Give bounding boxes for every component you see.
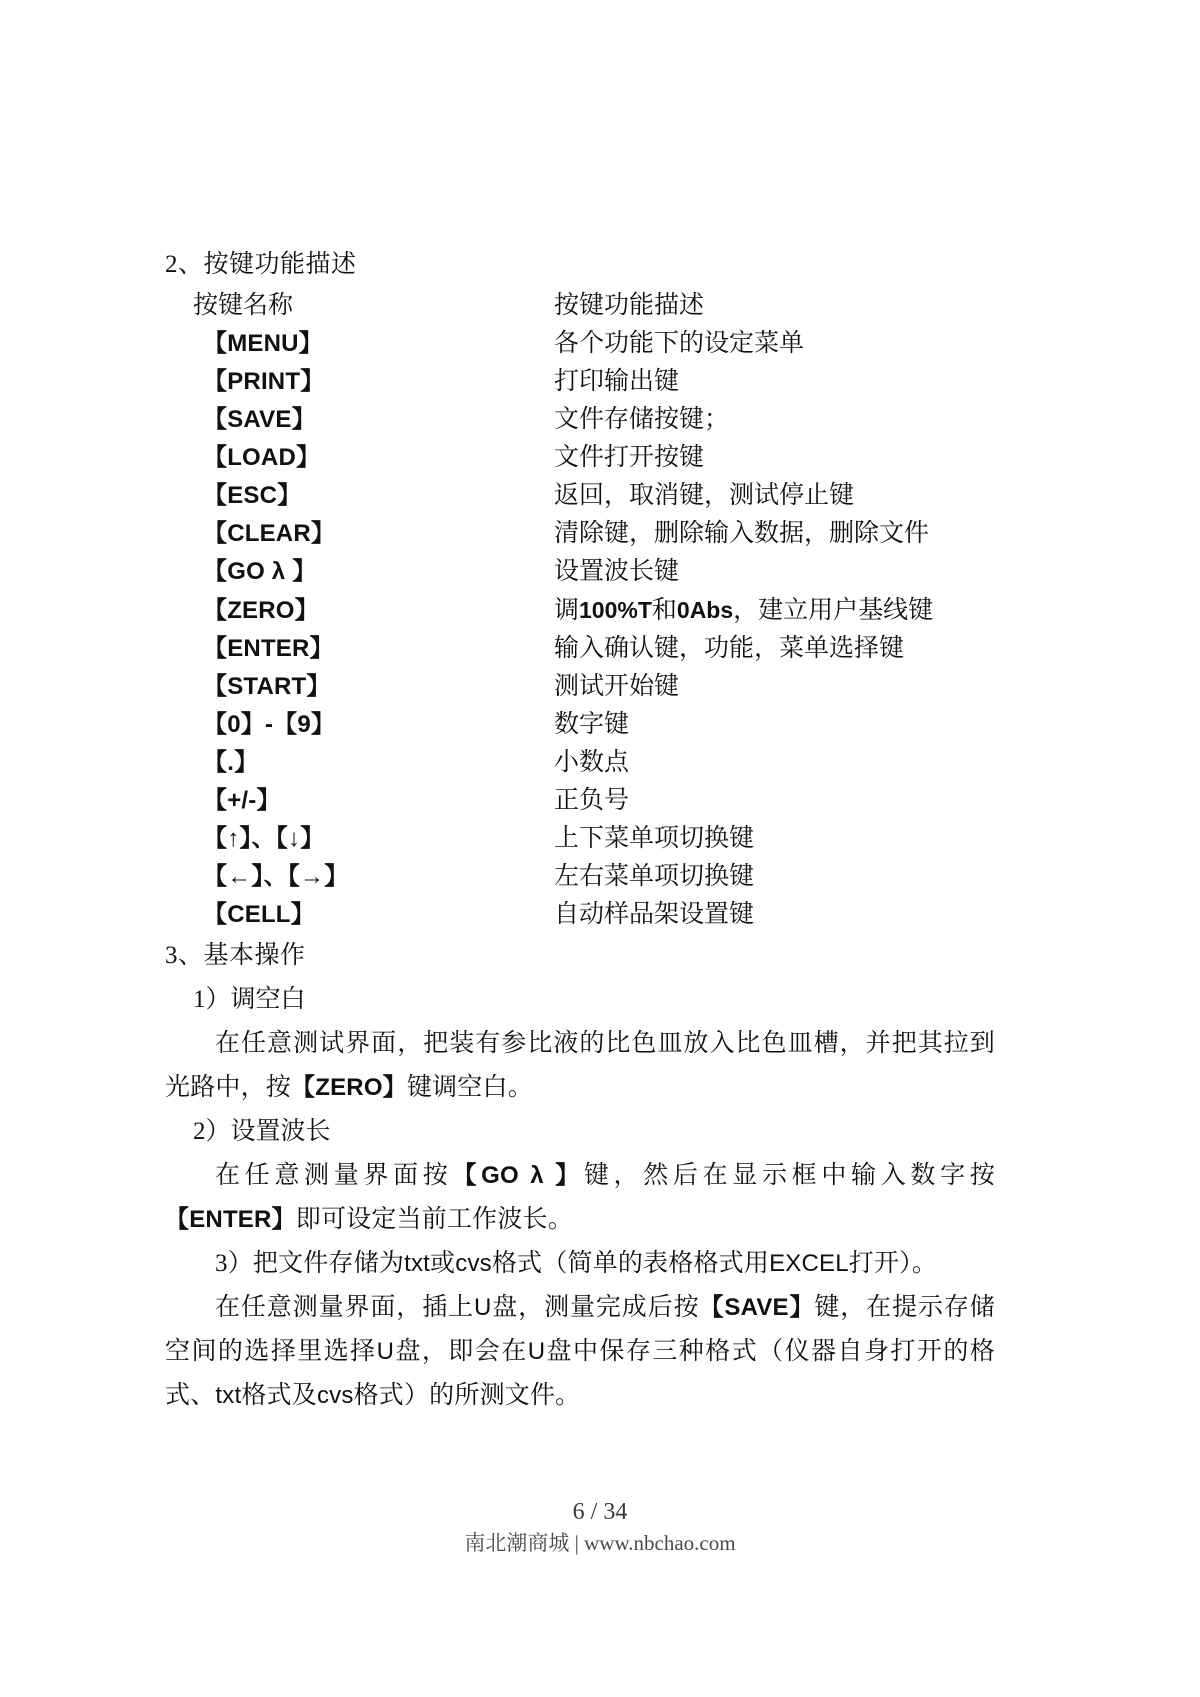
key-name: 【START】 bbox=[203, 673, 331, 700]
section-3-item-1-title: 1）调空白 bbox=[193, 986, 306, 1013]
title-mid2: 格式（简单的表格格式用 bbox=[491, 1250, 770, 1277]
section-2-heading: 2、按键功能描述 bbox=[165, 251, 357, 278]
title-mid: 或 bbox=[430, 1250, 456, 1277]
body2-mid: 盘，即会在 bbox=[394, 1338, 528, 1365]
section-3-item-1-body bbox=[165, 1022, 995, 1110]
table-row bbox=[165, 325, 965, 363]
key-description: 输入确认键，功能，菜单选择键 bbox=[554, 635, 905, 662]
key-description: 测试开始键 bbox=[554, 673, 680, 700]
key-name: 【←】、【→】 bbox=[203, 863, 349, 890]
table-row bbox=[165, 630, 965, 668]
key-name: 【.】 bbox=[203, 749, 259, 776]
table-row bbox=[165, 591, 965, 630]
page-footer bbox=[0, 1496, 1200, 1558]
page-number: 6 / 34 bbox=[572, 1499, 628, 1525]
key-description: 各个功能下的设定菜单 bbox=[554, 330, 805, 357]
footer-watermark: 南北潮商城 | www.nbchao.com bbox=[464, 1531, 736, 1555]
paragraph-line-pre: 到光路中，按 bbox=[165, 1030, 995, 1101]
key-name: 【↑】、【↓】 bbox=[203, 825, 325, 852]
section-3-item-3-body bbox=[165, 1286, 995, 1418]
key-name: 【ESC】 bbox=[203, 482, 302, 509]
paragraph-mid: 键，然后在显示框中输入数字按 bbox=[583, 1162, 995, 1189]
key-name: 【+/-】 bbox=[203, 787, 281, 814]
key-name: 【ZERO】 bbox=[203, 597, 319, 624]
table-row bbox=[165, 744, 965, 782]
title-post: 打开）。 bbox=[848, 1250, 938, 1277]
key-name: 【0】-【9】 bbox=[203, 711, 336, 738]
paragraph-line: 在任意测试界面，把装有参比液的比色皿放入比色皿槽，并把其拉 bbox=[215, 1030, 970, 1057]
body2-post: 盘中保存三种格式（仪器自身 bbox=[545, 1338, 891, 1365]
column-header-key-desc: 按键功能描述 bbox=[554, 292, 705, 319]
section-3-heading: 3、基本操作 bbox=[165, 942, 306, 969]
key-description: 自动样品架设置键 bbox=[554, 901, 755, 928]
table-row bbox=[165, 553, 965, 591]
page-content bbox=[165, 243, 995, 1418]
table-row bbox=[165, 401, 965, 439]
key-description: 数字键 bbox=[554, 711, 630, 738]
latin-u-2: U bbox=[376, 1338, 395, 1365]
body3-pre: 打开的格式、 bbox=[165, 1338, 995, 1409]
table-row bbox=[165, 515, 965, 553]
desc-post: ，建立用户基线键 bbox=[733, 597, 934, 624]
title-latin-excel: EXCEL bbox=[769, 1250, 849, 1277]
desc-pre: 调 bbox=[554, 597, 580, 624]
body3-post: 格式）的所测文件。 bbox=[353, 1382, 581, 1409]
key-description: 小数点 bbox=[554, 749, 630, 776]
section-3-item-2-title: 2）设置波长 bbox=[193, 1118, 331, 1145]
latin-u-3: U bbox=[527, 1338, 546, 1365]
inline-key-zero: 【ZERO】 bbox=[291, 1074, 407, 1101]
key-description: 清除键，删除输入数据，删除文件 bbox=[554, 520, 930, 547]
key-name: 【LOAD】 bbox=[203, 444, 321, 471]
body-mid: 盘，测量完成后按 bbox=[491, 1294, 700, 1321]
body-post: 键，在提示 bbox=[814, 1294, 944, 1321]
key-name: 【ENTER】 bbox=[203, 635, 334, 662]
desc-latin-100t: 100%T bbox=[579, 597, 652, 623]
title-pre: 3）把文件存储为 bbox=[215, 1250, 405, 1277]
column-header-key-name: 按键名称 bbox=[193, 292, 294, 319]
table-row bbox=[165, 706, 965, 744]
key-description: 设置波长键 bbox=[554, 558, 680, 585]
key-description: 文件存储按键； bbox=[554, 406, 730, 433]
body-pre: 在任意测量界面，插上 bbox=[215, 1294, 475, 1321]
key-function-table bbox=[165, 287, 965, 934]
key-description: 上下菜单项切换键 bbox=[554, 825, 755, 852]
key-description: 返回，取消键，测试停止键 bbox=[554, 482, 855, 509]
key-description bbox=[548, 591, 965, 630]
section-3-item-2-body bbox=[165, 1154, 995, 1242]
key-name: 【CELL】 bbox=[203, 901, 315, 928]
table-header-row bbox=[165, 287, 965, 325]
desc-mid: 和 bbox=[651, 597, 677, 624]
latin-txt-2: txt bbox=[215, 1382, 242, 1409]
desc-latin-0abs: 0Abs bbox=[676, 597, 734, 623]
table-row bbox=[165, 477, 965, 515]
table-row bbox=[165, 858, 965, 896]
table-row bbox=[165, 668, 965, 706]
inline-key-enter: 【ENTER】 bbox=[165, 1206, 296, 1233]
body2-pre: 存储空间的选择里选择 bbox=[165, 1294, 995, 1365]
key-name: 【CLEAR】 bbox=[203, 520, 336, 547]
inline-key-save: 【SAVE】 bbox=[699, 1294, 815, 1321]
paragraph-line-post: 键调空白。 bbox=[406, 1074, 533, 1101]
inline-key-go-lambda: 【GO λ 】 bbox=[452, 1162, 584, 1189]
table-row bbox=[165, 820, 965, 858]
title-latin-cvs: cvs bbox=[455, 1250, 492, 1277]
paragraph-pre: 在任意测量界面按 bbox=[215, 1162, 453, 1189]
title-latin-txt: txt bbox=[404, 1250, 431, 1277]
section-3-item-3-title bbox=[165, 1242, 995, 1286]
key-description: 左右菜单项切换键 bbox=[554, 863, 755, 890]
key-description: 正负号 bbox=[554, 787, 630, 814]
latin-u-1: U bbox=[474, 1294, 492, 1321]
key-name: 【SAVE】 bbox=[203, 406, 316, 433]
table-row bbox=[165, 896, 965, 934]
key-name: 【PRINT】 bbox=[203, 368, 325, 395]
key-name: 【MENU】 bbox=[203, 330, 323, 357]
key-name: 【GO λ 】 bbox=[203, 558, 317, 585]
table-row bbox=[165, 782, 965, 820]
key-description: 文件打开按键 bbox=[554, 444, 705, 471]
table-row bbox=[165, 439, 965, 477]
table-row bbox=[165, 363, 965, 401]
latin-cvs-2: cvs bbox=[316, 1382, 354, 1409]
body3-mid: 格式及 bbox=[241, 1382, 317, 1409]
paragraph-line2: 即可设定当前工作波长。 bbox=[295, 1206, 573, 1233]
key-description: 打印输出键 bbox=[554, 368, 680, 395]
